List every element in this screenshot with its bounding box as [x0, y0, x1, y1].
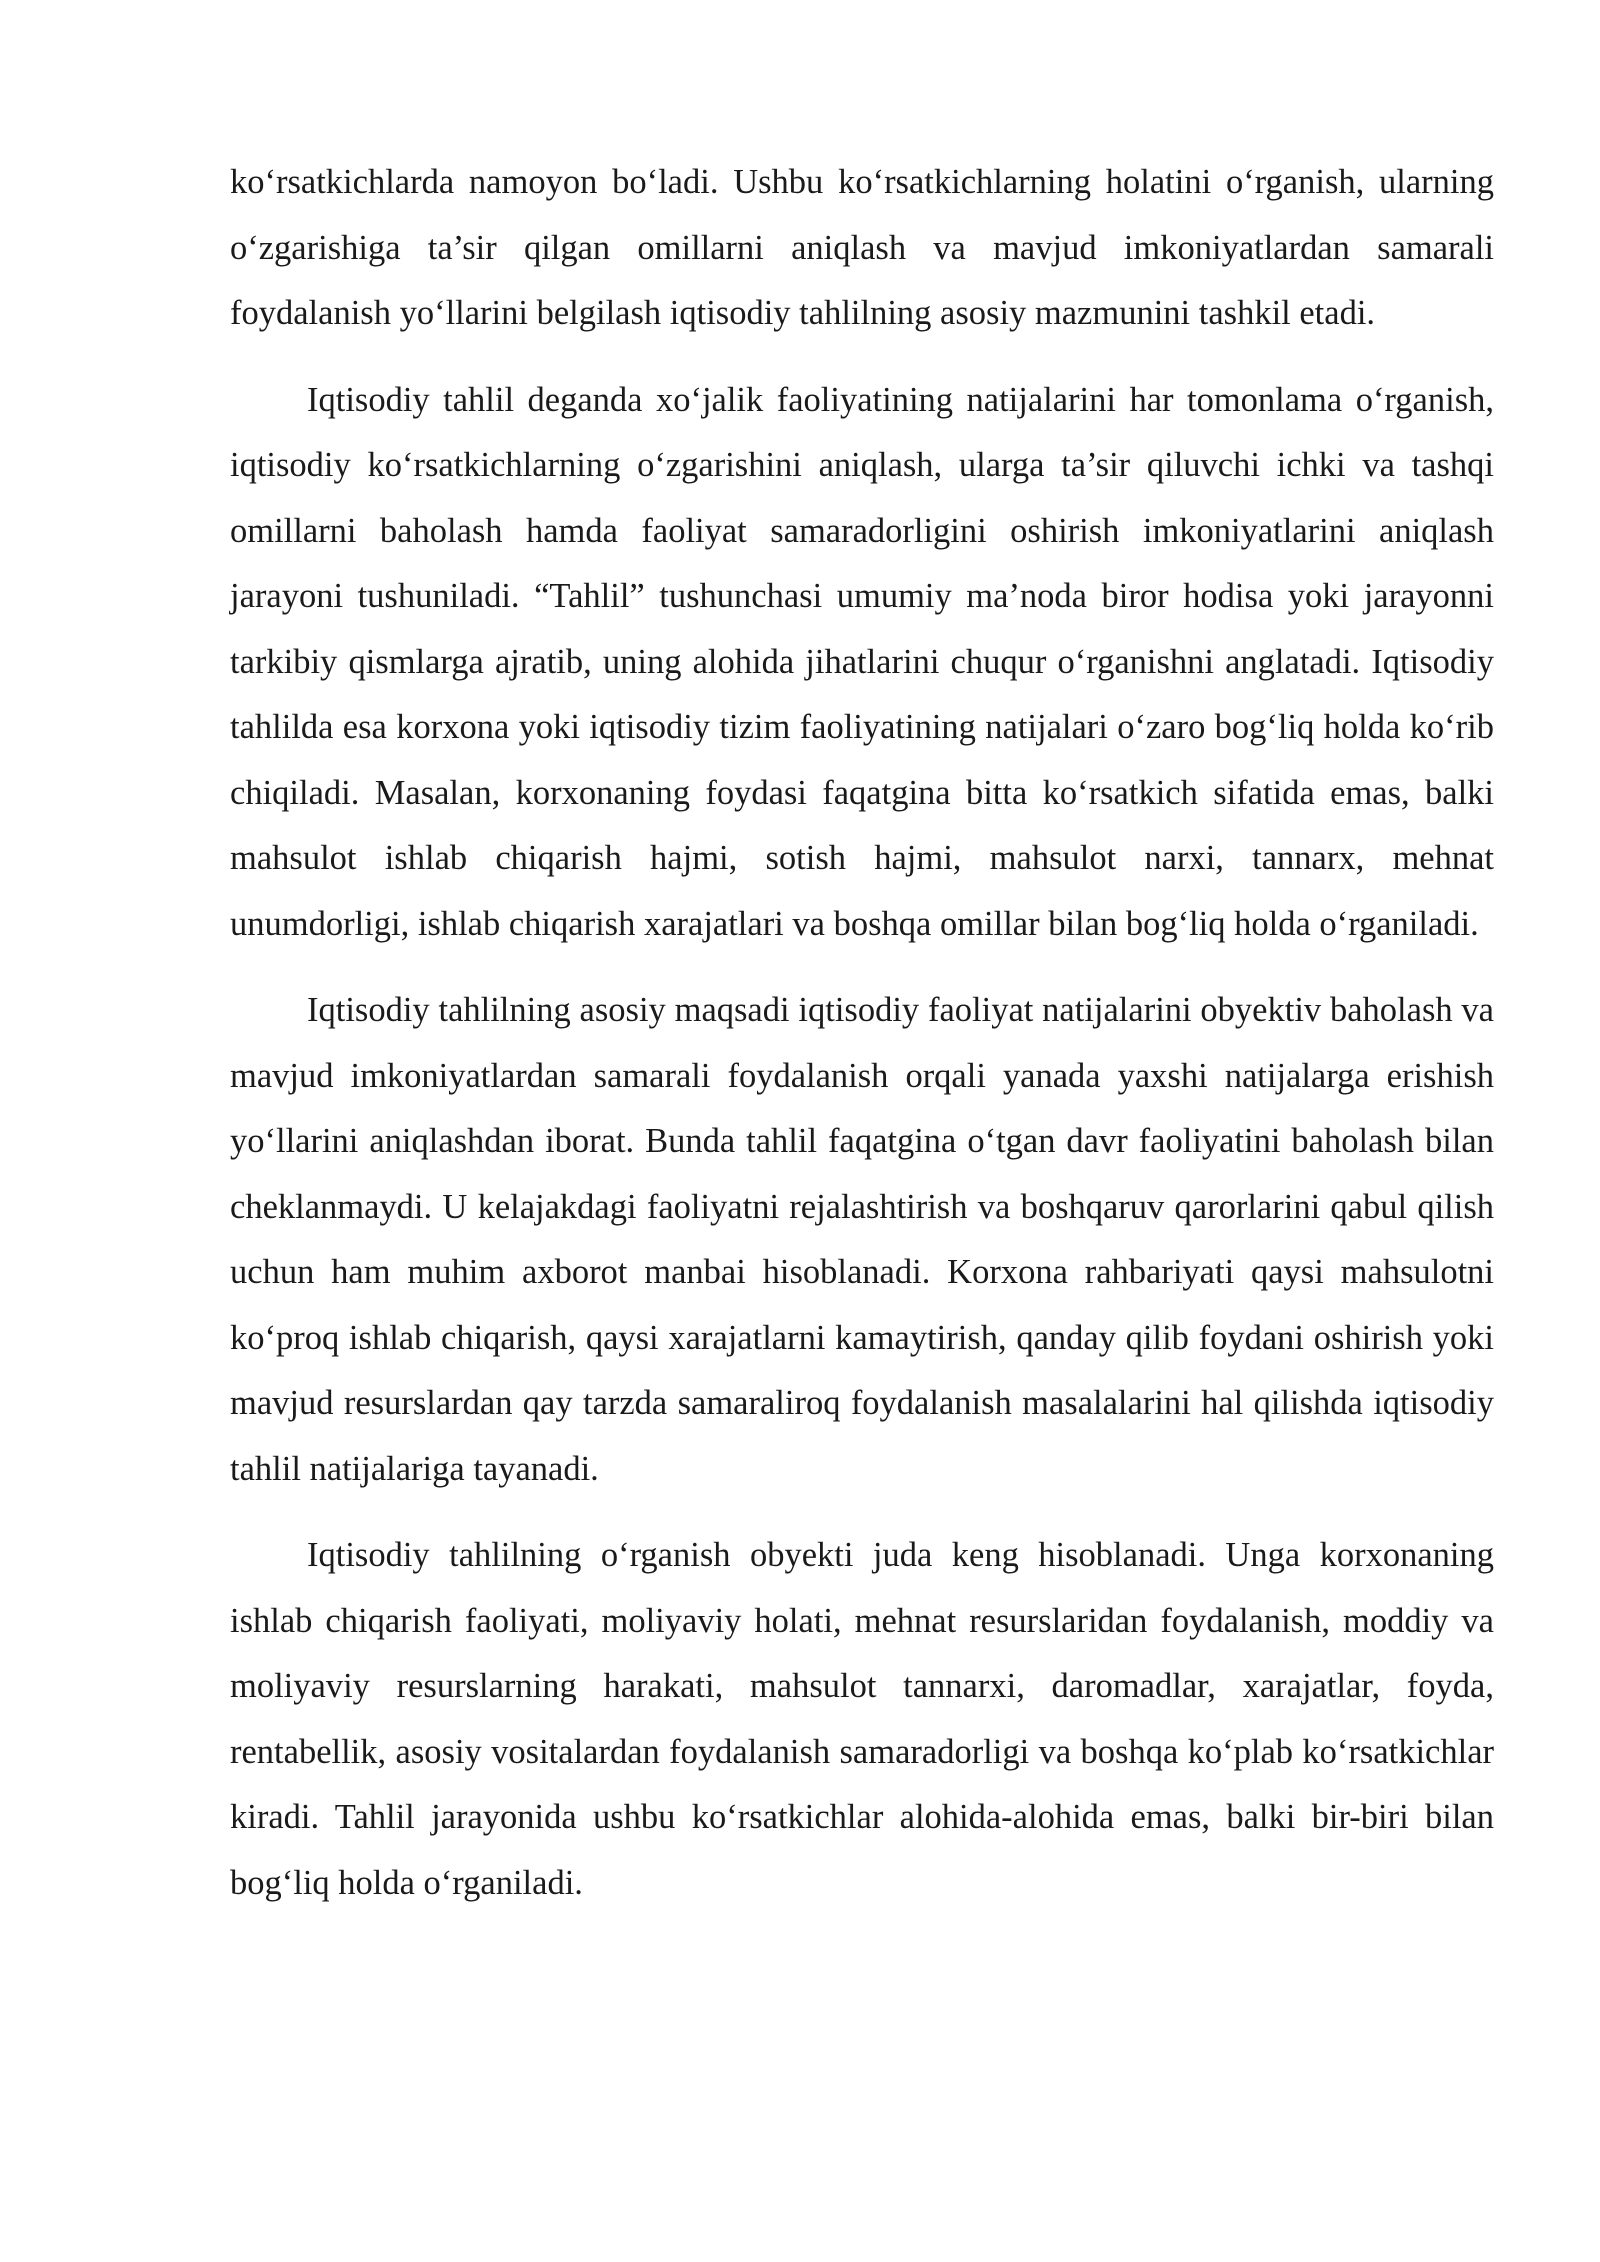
- paragraph: Iqtisodiy tahlilning o‘rganish obyekti juda keng hisoblanadi. Unga korxonaning ishlab chiqarish faoliyati, moliyaviy holati, mehnat resurslaridan foydalanish, moddiy va moliyaviy resurslarning harakati, mahsulot tannarxi, daromadlar, xarajatlar, foyda, rentabellik, asosiy vositalardan foydalanish samaradorligi va boshqa ko‘plab ko‘rsatkichlar kiradi. Tahlil jarayonida ushbu ko‘rsatkichlar alohida-alohida emas, balki bir-biri bilan bog‘liq holda o‘rganiladi.: [230, 1536, 1494, 1902]
- paragraph: Iqtisodiy tahlil deganda xo‘jalik faoliyatining natijalarini har tomonlama o‘rganish, iqtisodiy ko‘rsatkichlarning o‘zgarishini aniqlash, ularga ta’sir qiluvchi ichki va tashqi omillarni baholash hamda faoliyat samaradorligini oshirish imkoniyatlarini aniqlash jarayoni tushuniladi. “Tahlil” tushunchasi umumiy ma’noda biror hodisa yoki jarayonni tarkibiy qismlarga ajratib, uning alohida jihatlarini chuqur o‘rganishni anglatadi. Iqtisodiy tahlilda esa korxona yoki iqtisodiy tizim faoliyatining natijalari o‘zaro bog‘liq holda ko‘rib chiqiladi. Masalan, korxonaning foydasi faqatgina bitta ko‘rsatkich sifatida emas, balki mahsulot ishlab chiqarish hajmi, sotish hajmi, mahsulot narxi, tannarx, mehnat unumdorligi, ishlab chiqarish xarajatlari va boshqa omillar bilan bog‘liq holda o‘rganiladi.: [230, 380, 1494, 943]
- paragraph: ko‘rsatkichlarda namoyon bo‘ladi. Ushbu ko‘rsatkichlarning holatini o‘rganish, ularning o‘zgarishiga ta’sir qilgan omillarni aniqlash va mavjud imkoniyatlardan samarali foydalanish yo‘llarini belgilash iqtisodiy tahlilning asosiy mazmunini tashkil etadi.: [230, 163, 1494, 332]
- document-page: [230, 150, 1494, 1937]
- paragraph: Iqtisodiy tahlilning asosiy maqsadi iqtisodiy faoliyat natijalarini obyektiv baholash va mavjud imkoniyatlardan samarali foydalanish orqali yanada yaxshi natijalarga erishish yo‘llarini aniqlashdan iborat. Bunda tahlil faqatgina o‘tgan davr faoliyatini baholash bilan cheklanmaydi. U kelajakdagi faoliyatni rejalashtirish va boshqaruv qarorlarini qabul qilish uchun ham muhim axborot manbai hisoblanadi. Korxona rahbariyati qaysi mahsulotni ko‘proq ishlab chiqarish, qaysi xarajatlarni kamaytirish, qanday qilib foydani oshirish yoki mavjud resurslardan qay tarzda samaraliroq foydalanish masalalarini hal qilishda iqtisodiy tahlil natijalariga tayanadi.: [230, 991, 1494, 1488]
